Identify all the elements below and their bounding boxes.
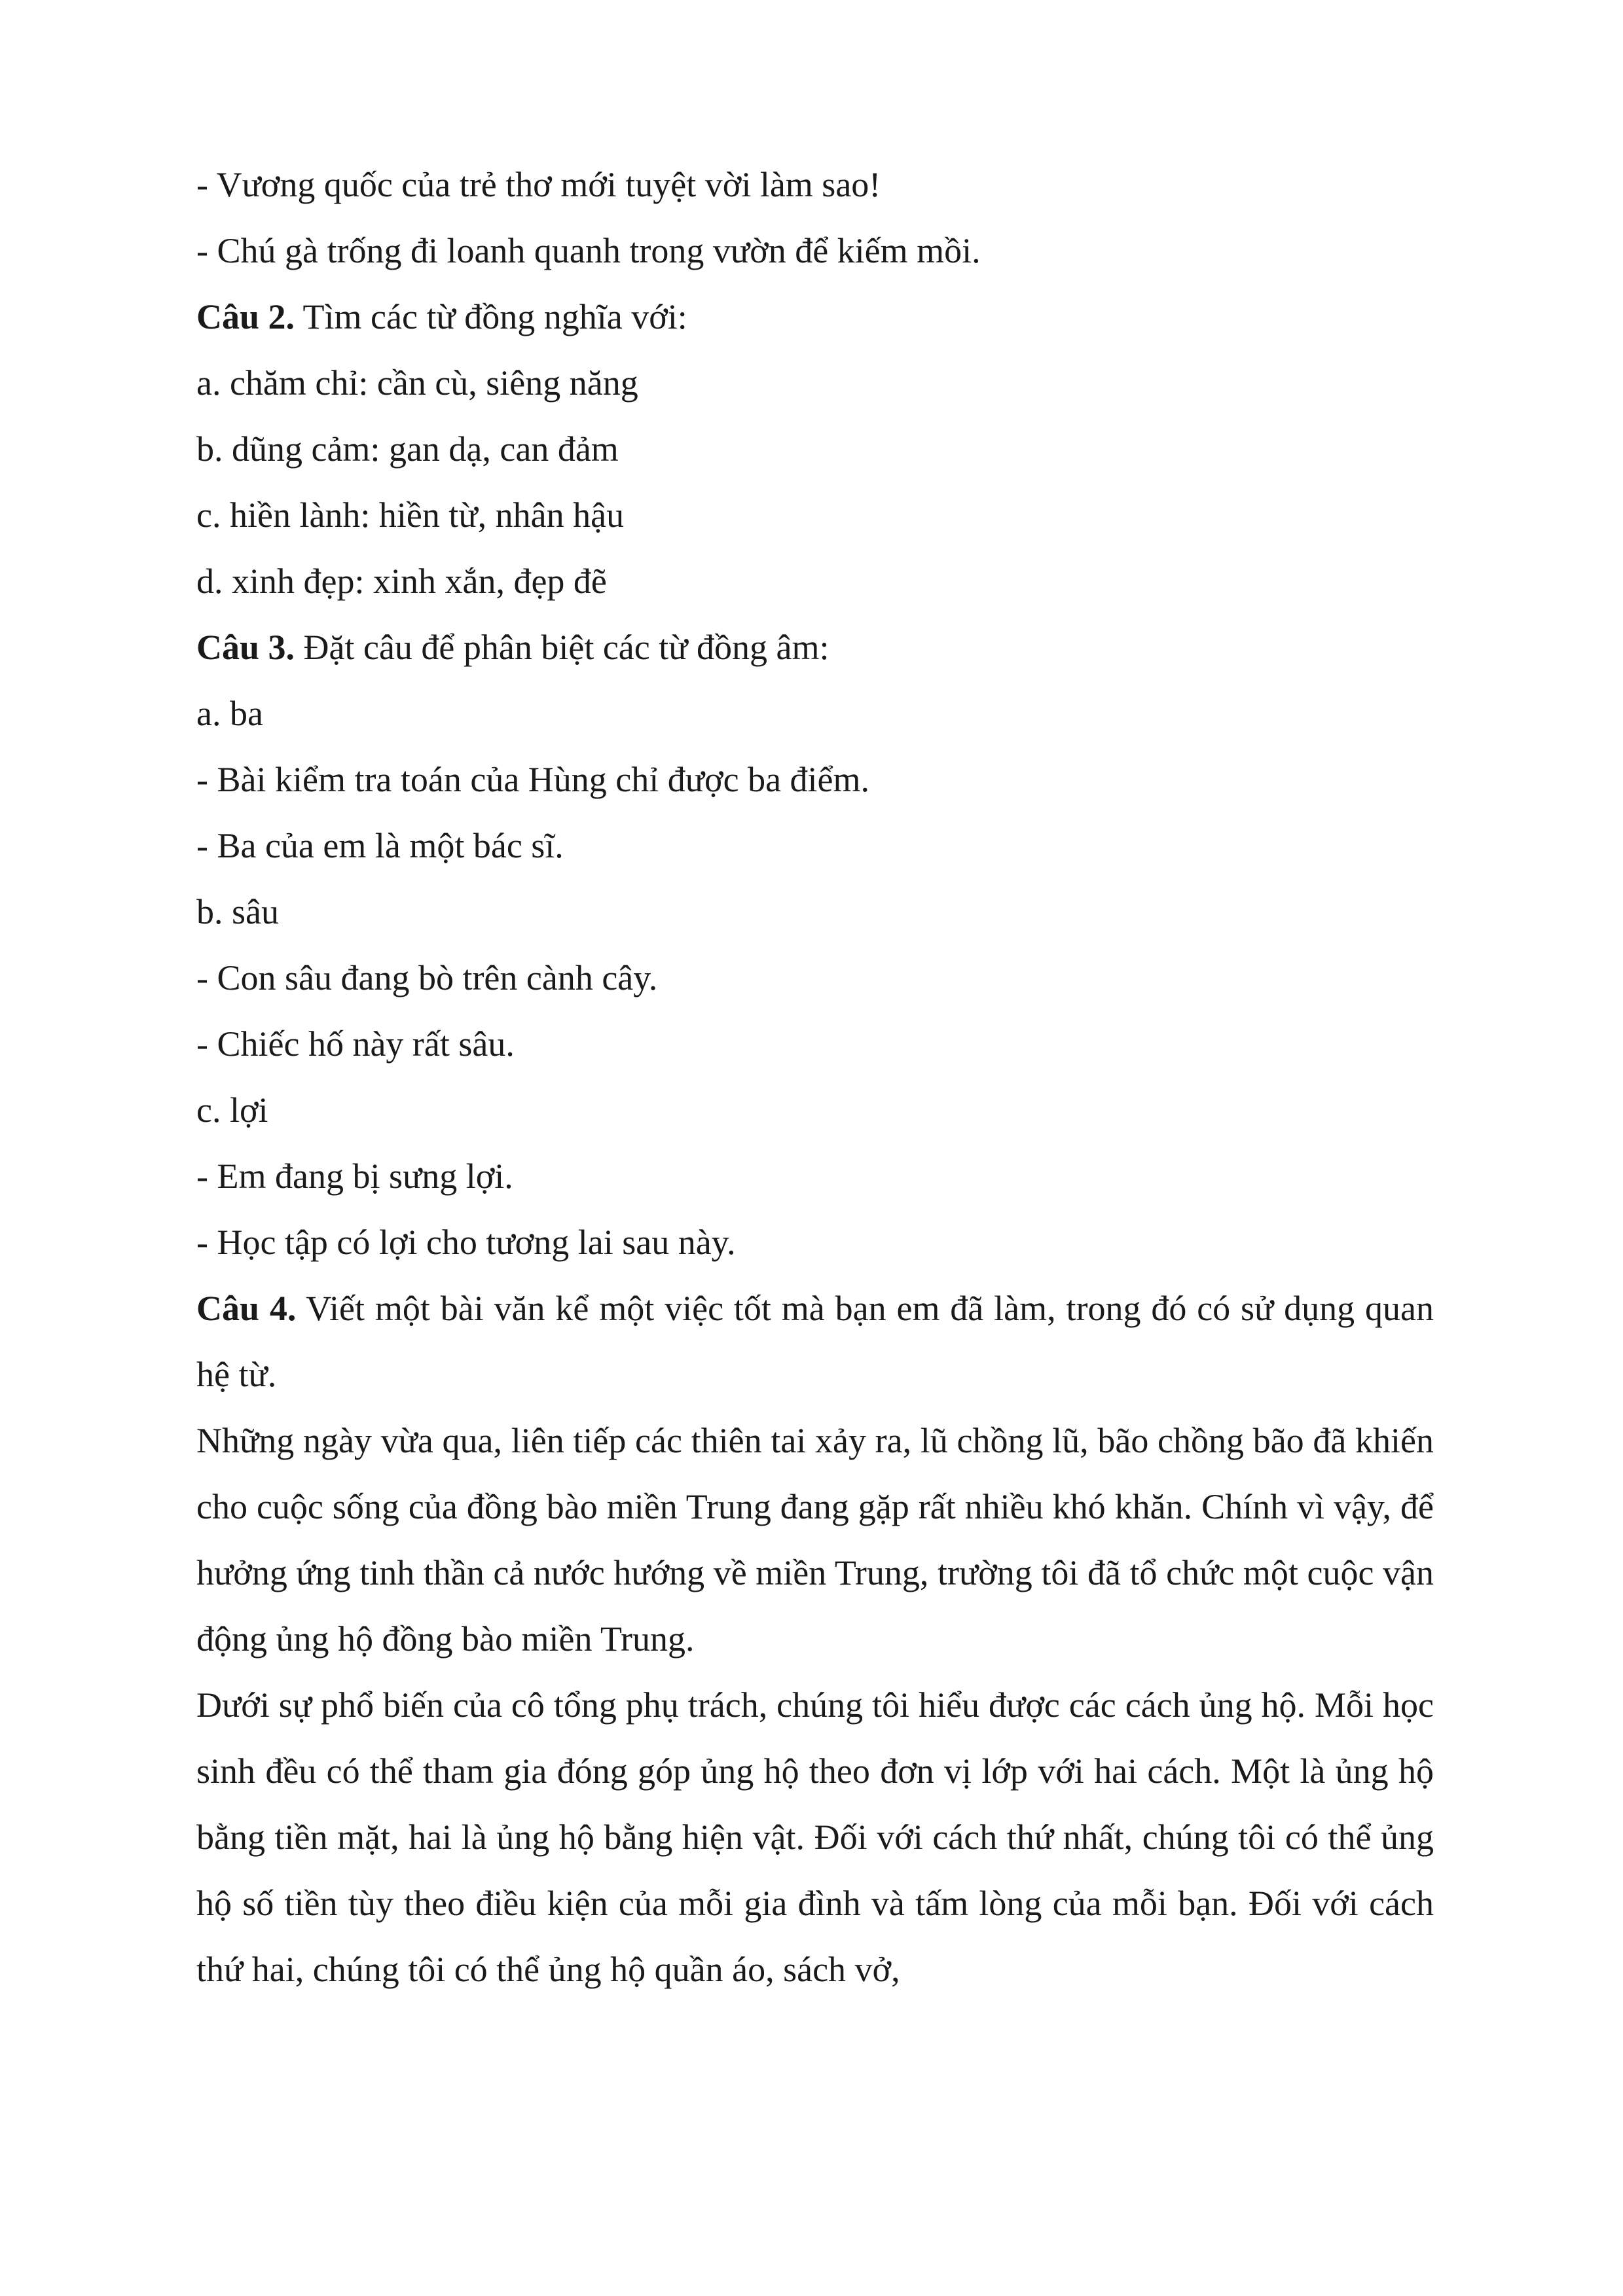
answer-item: b. dũng cảm: gan dạ, can đảm bbox=[196, 429, 619, 469]
question-text: Tìm các từ đồng nghĩa với: bbox=[295, 297, 687, 336]
text-line: - Vương quốc của trẻ thơ mới tuyệt vời làm sao! bbox=[196, 165, 881, 204]
question-4 bbox=[196, 1276, 1434, 1408]
document-page bbox=[196, 152, 1434, 2003]
answer-item: a. chăm chỉ: cần cù, siêng năng bbox=[196, 363, 638, 403]
answer-item: c. hiền lành: hiền từ, nhân hậu bbox=[196, 495, 625, 535]
answer-item: - Ba của em là một bác sĩ. bbox=[196, 826, 564, 865]
answer-item: - Em đang bị sưng lợi. bbox=[196, 1157, 513, 1196]
question-2 bbox=[196, 284, 1434, 350]
question-label: Câu 4. bbox=[196, 1289, 297, 1328]
answer-item: - Con sâu đang bò trên cành cây. bbox=[196, 958, 658, 997]
question-3 bbox=[196, 615, 1434, 681]
question-label: Câu 2. bbox=[196, 297, 295, 336]
answer-item: b. sâu bbox=[196, 892, 279, 931]
answer-item: - Chiếc hố này rất sâu. bbox=[196, 1024, 515, 1064]
question-text: Viết một bài văn kể một việc tốt mà bạn em đã làm, trong đó có sử dụng quan hệ từ. bbox=[196, 1289, 1434, 1394]
answer-item: - Học tập có lợi cho tương lai sau này. bbox=[196, 1223, 736, 1262]
essay-paragraph: Những ngày vừa qua, liên tiếp các thiên tai xảy ra, lũ chồng lũ, bão chồng bão đã khiến cho cuộc sống của đồng bào miền Trung đang gặp rất nhiều khó khăn. Chính vì vậy, để hưởng ứng tinh thần cả nước hướng về miền Trung, trường tôi đã tổ chức một cuộc vận động ủng hộ đồng bào miền Trung. bbox=[196, 1421, 1434, 1659]
question-label: Câu 3. bbox=[196, 628, 295, 667]
question-text: Đặt câu để phân biệt các từ đồng âm: bbox=[295, 628, 830, 667]
answer-item: - Bài kiểm tra toán của Hùng chỉ được ba điểm. bbox=[196, 760, 870, 799]
text-line: - Chú gà trống đi loanh quanh trong vườn để kiếm mồi. bbox=[196, 231, 981, 270]
answer-item: d. xinh đẹp: xinh xắn, đẹp đẽ bbox=[196, 562, 607, 601]
essay-paragraph: Dưới sự phổ biến của cô tổng phụ trách, chúng tôi hiểu được các cách ủng hộ. Mỗi học sinh đều có thể tham gia đóng góp ủng hộ theo đơn vị lớp với hai cách. Một là ủng hộ bằng tiền mặt, hai là ủng hộ bằng hiện vật. Đối với cách thứ nhất, chúng tôi có thể ủng hộ số tiền tùy theo điều kiện của mỗi gia đình và tấm lòng của mỗi bạn. Đối với cách thứ hai, chúng tôi có thể ủng hộ quần áo, sách vở, bbox=[196, 1685, 1434, 1989]
answer-item: a. ba bbox=[196, 694, 263, 733]
answer-item: c. lợi bbox=[196, 1090, 268, 1130]
